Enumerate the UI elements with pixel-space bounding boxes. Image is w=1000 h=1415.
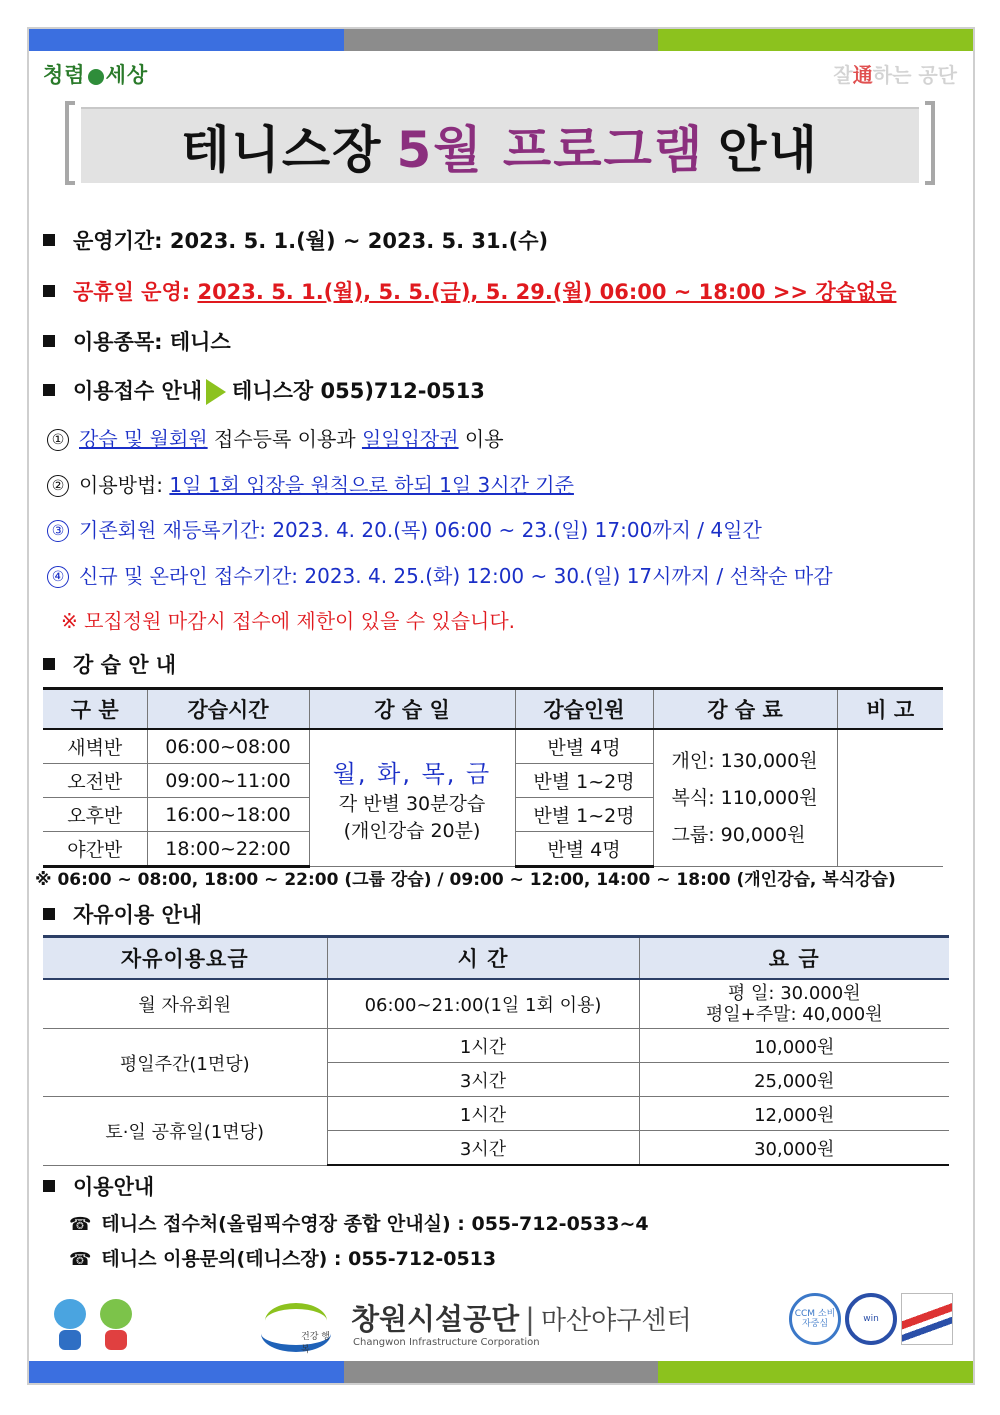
- column-header: 비 고: [837, 689, 943, 730]
- lesson-table: [43, 687, 943, 868]
- info-item-3: ③ 기존회원 재등록기간: 2023. 4. 20.(목) 06:00 ~ 23.(일) 17:00까지 / 4일간: [47, 514, 762, 543]
- column-header: 시 간: [327, 937, 639, 980]
- corporation-emblem-icon: 건강 행복: [261, 1299, 333, 1349]
- telephone-icon: ☎: [69, 1214, 92, 1235]
- lesson-note: ※ 06:00 ~ 08:00, 18:00 ~ 22:00 (그룹 강습) / 09:00 ~ 12:00, 14:00 ~ 18:00 (개인강습, 복식강습): [35, 870, 896, 890]
- mascot-green-icon: [97, 1299, 135, 1351]
- table-row: 야간반 18:00~22:00 반별 4명: [43, 832, 943, 867]
- page-title: 테니스장 5월 프로그램 안내: [81, 107, 919, 183]
- bullet-icon: [43, 285, 55, 297]
- table-row: 오후반 16:00~18:00 반별 1~2명: [43, 798, 943, 832]
- column-header: 강 습 료: [653, 689, 837, 730]
- corporation-logo: 건강 행복 창원시설공단 | 마산야구센터 Changwon Infrastructure Corporation: [261, 1295, 691, 1355]
- column-header: 구 분: [43, 689, 147, 730]
- info-item-1: ① 강습 및 월회원 접수등록 이용과 일일입장권 이용: [47, 423, 504, 452]
- integrity-logo-icon: [88, 69, 104, 85]
- column-header: 요 금: [639, 937, 949, 980]
- mascot-blue-icon: [51, 1299, 89, 1351]
- info-item-2: ② 이용방법: 1일 1회 입장을 원칙으로 하되 1일 3시간 기준: [47, 469, 574, 498]
- info-item-4: ④ 신규 및 온라인 접수기간: 2023. 4. 25.(화) 12:00 ~ 30.(일) 17시까지 / 선착순 마감: [47, 560, 833, 589]
- sport-type: 이용종목: 테니스: [43, 326, 231, 356]
- capacity-notice: ※ 모집정원 마감시 접수에 제한이 있을 수 있습니다.: [61, 609, 516, 633]
- slogan-logo: 잘通하는 공단: [833, 63, 957, 87]
- table-row: 토·일 공휴일(1면당) 1시간 12,000원: [43, 1097, 949, 1131]
- column-header: 자유이용요금: [43, 937, 327, 980]
- bullet-icon: [43, 658, 55, 670]
- mascot-images: [51, 1299, 135, 1351]
- remarks-cell: [837, 729, 943, 867]
- telephone-icon: ☎: [69, 1249, 92, 1270]
- free-use-heading: 자유이용 안내: [43, 899, 202, 929]
- lesson-fee-cell: 개인: 130,000원 복식: 110,000원 그룹: 90,000원: [653, 729, 837, 867]
- bullet-icon: [43, 1180, 55, 1192]
- bullet-icon: [43, 384, 55, 396]
- win-badge-icon: win: [845, 1293, 897, 1345]
- table-row: 3시간 30,000원: [43, 1131, 949, 1166]
- document-page: [27, 27, 975, 1385]
- table-row: 새벽반 06:00~08:00 월, 화, 목, 금 각 반별 30분강습 (개인강습 20분) 반별 4명 개인: 130,000원 복식: 110,000원 그룹: 90,000원: [43, 729, 943, 764]
- column-header: 강습시간: [147, 689, 309, 730]
- certification-flag-icon: [901, 1293, 953, 1345]
- contact-heading: 이용안내: [43, 1171, 154, 1201]
- top-color-bar: [29, 29, 973, 51]
- table-row: 오전반 09:00~11:00 반별 1~2명: [43, 764, 943, 798]
- certification-badges: [789, 1293, 953, 1345]
- free-use-table: [43, 935, 949, 1166]
- table-row: 평일주간(1면당) 1시간 10,000원: [43, 1029, 949, 1063]
- bullet-icon: [43, 234, 55, 246]
- contact-inquiry: ☎ 테니스 이용문의(테니스장) : 055-712-0513: [69, 1248, 497, 1270]
- integrity-logo: 청렴 세상: [43, 62, 149, 87]
- column-header: 강습인원: [515, 689, 653, 730]
- bullet-icon: [43, 908, 55, 920]
- reception-info: 이용접수 안내 테니스장 055)712-0513: [43, 375, 485, 405]
- column-header: 강 습 일: [309, 689, 515, 730]
- arrow-right-icon: [206, 379, 226, 405]
- bottom-color-bar: [29, 1361, 973, 1383]
- table-row: 월 자유회원 06:00~21:00(1일 1회 이용) 평 일: 30.000원 평일+주말: 40,000원: [43, 979, 949, 1029]
- lesson-heading: 강 습 안 내: [43, 649, 176, 679]
- ccm-badge-icon: CCM 소비자중심: [789, 1293, 841, 1345]
- bullet-icon: [43, 335, 55, 347]
- operation-period: 운영기간: 2023. 5. 1.(월) ~ 2023. 5. 31.(수): [43, 225, 548, 255]
- holiday-operation: 공휴일 운영: 2023. 5. 1.(월), 5. 5.(금), 5. 29.(월) 06:00 ~ 18:00 >> 강습없음: [43, 276, 896, 306]
- table-row: 3시간 25,000원: [43, 1063, 949, 1097]
- title-frame: [65, 101, 935, 185]
- lesson-days-cell: 월, 화, 목, 금 각 반별 30분강습 (개인강습 20분): [309, 729, 515, 867]
- contact-reception: ☎ 테니스 접수처(올림픽수영장 종합 안내실) : 055-712-0533~4: [69, 1213, 649, 1235]
